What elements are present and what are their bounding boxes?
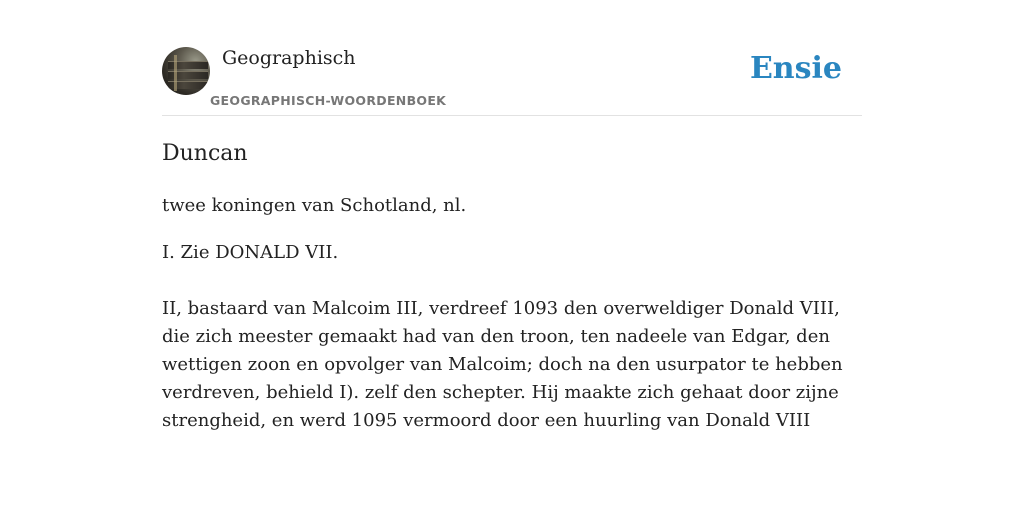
content-container <box>162 0 862 431</box>
brand-logo-link[interactable]: Ensie <box>749 51 842 86</box>
entry-paragraph: twee koningen van Schotland, nl. <box>162 195 467 216</box>
entry-title: Duncan <box>162 141 248 166</box>
entry-paragraph: I. Zie DONALD VII. <box>162 242 339 263</box>
site-header <box>162 0 862 116</box>
site-subtitle: GEOGRAPHISCH-WOORDENBOEK <box>210 93 447 108</box>
entry-paragraph: II, bastaard van Malcoim III, verdreef 1093 den overweldiger Donald VIII, die zich meester gemaakt had van den troon, ten nadeele van Edgar, den wettigen zoon en opvolger van Malcoim; doch na den usurpator te hebben verdreven, behield I). zelf den schepter. Hij maakte zich gehaat door zijne strengheid, en werd 1095 vermoord door een huurling van Donald VIII <box>162 298 843 431</box>
books-avatar-icon[interactable] <box>162 47 210 95</box>
site-name-link[interactable]: Geographisch <box>222 47 356 69</box>
